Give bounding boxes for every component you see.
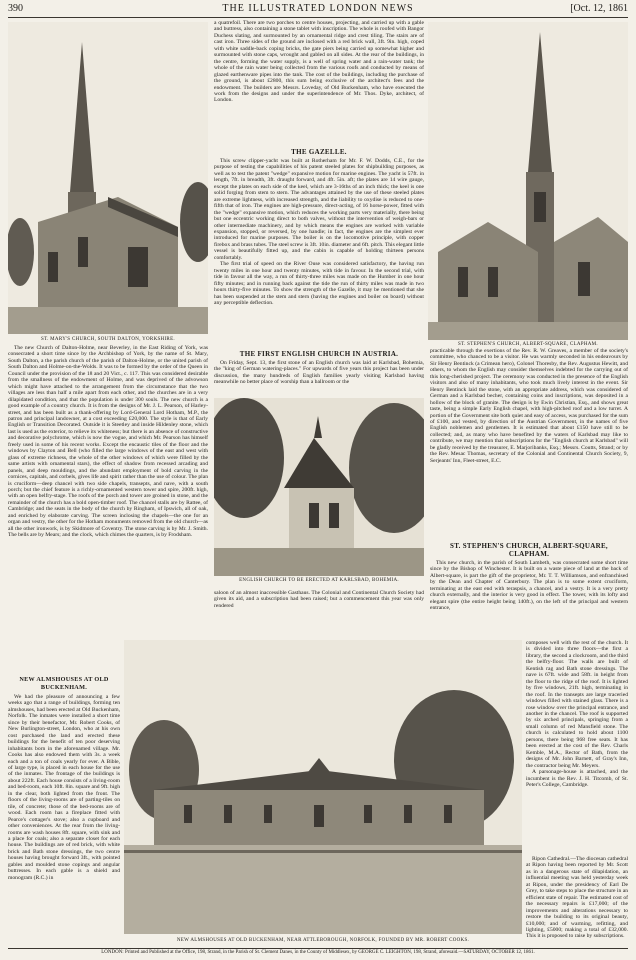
page-number: 390 (8, 3, 23, 14)
header-rule (8, 17, 628, 18)
st-stephens-paragraph-3: A parsonage-house is attached, and the incumbent is the Rev. J. H. Titcomb, of St. Peter's College, Cambridge. (526, 769, 628, 788)
karlsbad-paragraph-2: saloon of an almost inaccessible Gasthaus. The Colonial and Continental Church Society had given its aid, and a subscription had been raised; but a commencement this year was only rendered (214, 590, 424, 609)
st-stephens-article (430, 540, 628, 638)
karlsbad-paragraph-3: practicable through the exertions of the Rev. R. W. Greaves, a member of the society's committee, who chanced to be a visitor. He was warmly seconded in his endeavours by Sir Henry Bentinck (a Crimean hero), Colonel Thoresby, the Rev. Augustus Hewitt, and others, to whom the English may consider themselves indebted for the carrying out of this long-cherished project. The ceremony was conducted in the presence of the English visitors and also of many inhabitants, who took much lively interest in the event. Sir Henry Bentinck laid the stone, with an appropriate address, which was considered of German and a Karlsbad becher, containing coins and inscriptions, was deposited in a hollow of the block of granite. The design is by Ewin Christian, Esq., and shows great taste, being a simple Early English chapel, with high-pitched roof and a low turret. A portion of the Government site both quiet and easy of access, was purchased for the sum of £100, and vested, by direction of the Austrian Government, in the names of five English noblemen and gentlemen. It is estimated that about £150 have still to be collected; and, as many who have benefited by the waters of Karlsbad may like to contribute, we may mention that subscriptions for the "English church at Karlsbad" will be gladly received by the treasurer, E. Marjoribanks, Esq.; Messrs. Coutts, Strand; or by the Rev. Mesac Thomas, secretary of the Colonial and Continental Church Society, 9, Serjeants' Inn, Fleet-street, E.C. (430, 348, 628, 464)
almshouses-heading: NEW ALMSHOUSES AT OLD BUCKENHAM. (19, 676, 109, 691)
st-stephens-paragraph-2: composes well with the rest of the church. It is divided into three floors—the first a library, the second a clockroom, and the third the belfry-floor. The walls are built of Kentish rag and Bath stone dressings. The nave is 67ft. wide and 58ft. in height from the floor to the ridge of the roof. It is lighted by five windows, 21ft. high, terminating in the roof. In the transepts are large traceried windows filled with stained glass. There is a rose window over the principal entrance, and another in the chancel. The roof is supported by six arched principals, springing from a small column of red Mansfield stone. The church is calculated to hold about 1100 persons, there being 968 free seats. It has been erected at the cost of the Rev. Charls Kemble, M.A., Rector of Bath, from the designs of Mr. John Barnett, of Gray's Inn, the contractor being Mr. Meyers. (526, 640, 628, 769)
st-marys-paragraph: The new Church of Dalton-Holme, near Beverley, in the East Riding of York, was consecrated a short time since by the Archbishop of York, by the name of St. Mary, South Dalton, a the parish church of the parish of Dalton-Holme, or the united parish of South Dalton and Holme-on-the-Wolds. It was to be formed by the order of the Queen in Council under the provision of the 18 and 20 Vict., c. 117. This was considered desirable from the smallness of the endowment of Holme, and was deprived of the advowson which might have attached to the arrangement from the circumstance that the two villages are less than half a mile apart from each other, and the churches are in a very dilapidated condition, and that the population is under 300 souls. The new church is a good example of a country church. It is from the designs of Mr. J. L. Pearson, of Harley-street, and has been built as a thank-offering by Lord-General Lord Hotham, M.P., the patron and principal landowner, at a cost exceeding £20,000. The style is that of Early English or Transition Decorated. Outside it is Steetley and inside Hildenley stone, which last is used as the exterior, to relieve its whiteness; but there is an absence of constructive and decorative polychrome, which is now the vogue, and which Mr. Pearson has himself freely used in some of his recent works. Except the encaustic tiles of the floor and the windows by Clayton and Bell (who filled the large windows of the east and west with glass of extreme richness, the whole of the other windows of which were filled by the same artists with ornamental stars), the effect of shadow from recessed arcading and panels, and deep mouldings, and the abundant employment of bold carving in the cornices, capitals, and corbels, gives life and spirit rather than the use of colour. The plan is cruciform—deep chancel with two side chapels, transepts, and nave, with a south porch; but the chief feature is a richly-ornamented western tower and spire, 200ft. high, with an open belfry-stage. The roofs of the porch and tower are groined in stone, and the remainder of the church has a bold open-timber roof. The chancel stalls are by Rattee, of Cambridge; and the seats in the body of the church by Ringham, of Ipswich, all of oak, and enriched by elaborate carving. The screen inclosing the chapels—the one for an organ and vestry, the other for the Hotham monuments removed from the old church—as all the other ironwork, is by Skidmore of Coventry. The stone carving is by Mr. J. Smith. The bells are by Mears; and the clock, which chimes the quarters, is by Frodsham. (8, 345, 208, 539)
almshouses-article (8, 674, 120, 946)
karlsbad-caption: ENGLISH CHURCH TO BE ERECTED AT KARLSBAD, BOHEMIA. (239, 578, 399, 583)
ripon-paragraph: Ripon Cathedral.—The diocesan cathedral at Ripon having been reported by Mr. Scott as in a dangerous state of dilapidation, an influential meeting was held yesterday week at Ripon, under the presidency of Earl De Grey, to take steps to place the structure in an efficient state of repair. The estimated cost of the necessary repairs is £17,000; of the improvements and alterations necessary to restore the building to its original beauty, £10,000; and of warming, refitting, and lighting, £5000; making a total of £32,000. This it is proposed to raise by subscriptions. (526, 856, 628, 940)
almshouses-caption: NEW ALMSHOUSES AT OLD BUCKENHAM, NEAR ATTLEBOROUGH, NORFOLK, FOUNDED BY MR. ROBERT COOKS. (176, 938, 470, 943)
st-marys-caption: ST. MARY'S CHURCH, SOUTH DALTON, YORKSHIRE. (41, 337, 175, 342)
karlsbad-mid-text (214, 590, 424, 634)
karlsbad-continued (430, 348, 628, 536)
masthead-title: THE ILLUSTRATED LONDON NEWS (222, 3, 414, 14)
st-stephens-caption: ST. STEPHEN'S CHURCH, ALBERT-SQUARE, CLAPHAM. (458, 342, 598, 347)
st-stephens-continued (526, 640, 628, 852)
karlsbad-intro (214, 348, 424, 396)
karlsbad-paragraph-1: On Friday, Sept. 13, the first stone of an English church was laid at Karlsbad, Bohemia, the "king of German watering-places." For upwards of five years this project has been under discussion, the many hundreds of English families yearly visiting Karlsbad having meanwhile no better place of worship than a ballroom or the (214, 360, 424, 386)
st-marys-church-engraving (8, 22, 208, 334)
quatrefoil-paragraph: a quatrefoil. There are two porches to centre houses, projecting, and carried up with a gable and buttress, also containing a stone tablet with inscription. The whole is roofed with Bangor Duchess slating, and surmounted by an ornamental ridge and crest tiling. The stairs are of cast iron. Three sides of the ground are inclosed with a red brick wall, 3ft. 9in. high, coped with white saddle-back coping bricks, the gate piers being carried up somewhat higher and surmounted with stone caps, wrought and gabled on all sides. At the rear of the buildings, in the centre, forming the water supply, is a well of spring water and a rain-water tank; the whole of the rain water being collected from the various roofs and conducted by means of glazed earthenware pipes into the tank. The cost of the buildings, including the purchase of the ground, is about £2800, this sum being exclusive of the architect's fees and the endowment. The builders are Messrs. Loveday, of Old Buckenham, who have executed the work from the designs and under the superintendence of Mr. Thos. Dyke, architect, of London. (214, 20, 424, 104)
quatrefoil-text (214, 20, 424, 144)
ripon-article (526, 856, 628, 948)
st-stephens-paragraph-1: This new church, in the parish of South Lambeth, was consecrated some short time since by the Bishop of Winchester. It is built on a waste piece of land at the back of Albert-square, is part the gift of the proprietor, Mr. T. T. Williamson, and enfranchised by the Dean and Chapter of Canterbury. The plan is to some extent cruciform, terminating at the east end with teraspsis, a chancel, and a vestry. It is a very pretty church externally, and the interior is very good in effect. The tower, with its lofty and elegant spire (the entire height being 140ft.), on the left of the principal and western entrance, (430, 560, 628, 612)
almshouses-paragraph: We had the pleasure of announcing a few weeks ago that a range of buildings, forming ten almshouses, had been erected at Old Buckenham, Norfolk. The inmates were installed a short time since by their benefactor, Mr. Robert Cooks, of New Burlington-street, London, who at his own cost purchased the land and erected these buildings for the benefit of ten poor deserving inhabitants born in the aforenamed village. Mr. Cooks has also endowed them with 3s. a week each and a ton of coals yearly for ever. A Bible, of large type, is placed in each house for the use of the inmates. The frontage of the buildings is about 222ft. Each house consists of a living-room and bed-room, each 10ft. 8in. square and 9ft. high in the clear, both lighted from the front. The floors of the living-rooms are of parting-tiles on tile, of concrete; those of the bed-rooms are of wood. Each room has a fireplace fitted with Pearce's cottager's stove; also a cupboard and other conveniences. At the rear from the living-rooms are wash houses 8ft. square, with sink and a place for coals; also a separate closet for each house. The buildings are of red brick, with white brick and Bath stone dressings, the two centre houses having brought forward 3ft., with pointed gables and moulded stone copings and angular buttresses. In each gable is a shield and monogram (R.C.) in (8, 694, 120, 881)
footer-rule (8, 948, 628, 949)
gazelle-article (214, 146, 424, 346)
st-stephens-church-engraving (428, 22, 628, 340)
gazelle-heading: THE GAZELLE. (291, 148, 347, 156)
st-stephens-heading: ST. STEPHEN'S CHURCH, ALBERT-SQUARE, CLAPHAM. (450, 542, 608, 558)
almshouses-engraving (124, 640, 522, 934)
gazelle-paragraph-2: The first trial of speed on the River Ouse was considered satisfactory, the having run twenty miles in one hour and twenty minutes, with tide in favour. In the second trial, with tide in favour all the way, a run of thirty-three miles was made on the Humber in one hour fifty minutes; and in running back against the tide the run of thirty miles was made in two hours thirty-five minutes. To show the strength of the Gazelle, it may be mentioned that she has been suspended at the stem and stern (having the engines and boiler on board) without any perceptible deflection. (214, 261, 424, 306)
st-marys-article (8, 345, 208, 670)
karlsbad-heading: THE FIRST ENGLISH CHURCH IN AUSTRIA. (239, 350, 399, 358)
gazelle-paragraph-1: This screw clipper-yacht was built at Rotherham for Mr. F. W. Dodds, C.E., for the purpose of testing the capabilities of his patent steeled plates for shipbuilding purposes, as well as to test the patent "wedge" expansive motion for marine engines. The yacht is 57ft. in length, 7ft. in breadth, 3ft. draught forward, and 4ft. 5in. aft; the plates are 14 wire gauge, except the plates on each side of the keel, which are 3-16ths of an inch thick; the keel is one solid forging from stem to stern. The advantages attained by the use of these steeled plates are extreme lightness, with increased strength, and the liability to oxydise is reduced to one-fifth that of iron. The engines are high-pressure, direct-acting, of 16 horse-power, fitted with the "wedge" expansive motion, which reduces the working parts very materially, there being but one eccentric working direct to both valves, without the intervention of weigh-bars or other intermediate machinery, and by which means the engines are worked with variable expansion, stopped, or reversed, by one handle; in fact, the engines are the simplest ever introduced for marine purposes. The boiler is on the locomotive principle, with copper firebox and brass tubes. The steel screw is 3ft. 10in. diameter and 6ft. pitch. This elegant little vessel is beautifully fitted up, and the cabin is capable of holding thirteen persons comfortably. (214, 158, 424, 261)
issue-date: [Oct. 12, 1861 (570, 3, 628, 14)
page-header (8, 3, 628, 17)
imprint-footer: LONDON: Printed and Published at the Office, 198, Strand, in the Parish of St. Clement Danes, in the County of Middlesex, by GEORGE C. LEIGHTON, 198, Strand, aforesaid.—SATURDAY, OCTOBER 12, 1861. (101, 950, 535, 955)
karlsbad-church-engraving (214, 398, 424, 576)
